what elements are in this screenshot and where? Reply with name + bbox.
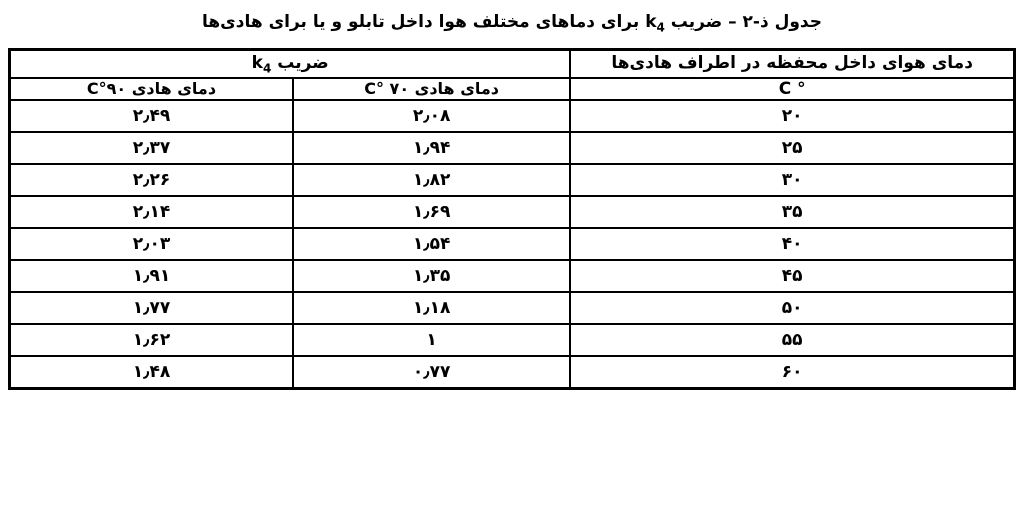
table-row	[10, 324, 1015, 356]
table-row	[10, 292, 1015, 324]
cell-k90: ۱٫۴۸	[10, 356, 293, 389]
cell-k90: ۲٫۱۴	[10, 196, 293, 228]
cell-k90: ۱٫۶۲	[10, 324, 293, 356]
cell-k90: ۲٫۳۷	[10, 132, 293, 164]
cell-k70: ۱٫۶۹	[293, 196, 570, 228]
table-container	[8, 48, 1016, 390]
header-col-90: دمای هادی C°۹۰	[10, 78, 293, 100]
header-ambient-unit: ° C	[570, 78, 1014, 100]
cell-k70: ۱	[293, 324, 570, 356]
header-col-70: دمای هادی C° ۷۰	[293, 78, 570, 100]
cell-ambient: ۵۵	[570, 324, 1014, 356]
header-k4-subscript: 4	[262, 61, 272, 76]
cell-k90: ۱٫۹۱	[10, 260, 293, 292]
table-row	[10, 132, 1015, 164]
caption-subscript: 4	[656, 20, 665, 35]
table-row	[10, 228, 1015, 260]
cell-k70: ۰٫۷۷	[293, 356, 570, 389]
header-ambient-title: دمای هوای داخل محفظه در اطراف هادی‌ها	[570, 50, 1014, 78]
cell-ambient: ۴۰	[570, 228, 1014, 260]
cell-k70: ۱٫۳۵	[293, 260, 570, 292]
header-k4-title	[10, 50, 571, 78]
k4-coefficient-table	[8, 48, 1016, 390]
table-body	[10, 100, 1015, 389]
cell-k70: ۲٫۰۸	[293, 100, 570, 132]
cell-k90: ۲٫۴۹	[10, 100, 293, 132]
table-row	[10, 196, 1015, 228]
table-row	[10, 260, 1015, 292]
table-header	[10, 50, 1015, 100]
cell-k70: ۱٫۵۴	[293, 228, 570, 260]
header-row-sub	[10, 78, 1015, 100]
cell-ambient: ۵۰	[570, 292, 1014, 324]
cell-k70: ۱٫۱۸	[293, 292, 570, 324]
cell-ambient: ۴۵	[570, 260, 1014, 292]
header-row-top	[10, 50, 1015, 78]
cell-k70: ۱٫۹۴	[293, 132, 570, 164]
cell-k90: ۲٫۲۶	[10, 164, 293, 196]
caption-prefix: جدول ذ-۲ – ضریب k	[645, 12, 822, 32]
cell-ambient: ۲۵	[570, 132, 1014, 164]
cell-ambient: ۶۰	[570, 356, 1014, 389]
cell-k90: ۲٫۰۳	[10, 228, 293, 260]
caption-suffix: برای دماهای مختلف هوا داخل تابلو و یا برای هادی‌ها	[202, 12, 646, 32]
table-row	[10, 100, 1015, 132]
cell-k90: ۱٫۷۷	[10, 292, 293, 324]
table-caption	[0, 0, 1024, 48]
cell-ambient: ۲۰	[570, 100, 1014, 132]
table-row	[10, 356, 1015, 389]
header-k4-prefix: ضریب k	[251, 52, 329, 73]
cell-ambient: ۳۵	[570, 196, 1014, 228]
table-row	[10, 164, 1015, 196]
cell-k70: ۱٫۸۲	[293, 164, 570, 196]
cell-ambient: ۳۰	[570, 164, 1014, 196]
